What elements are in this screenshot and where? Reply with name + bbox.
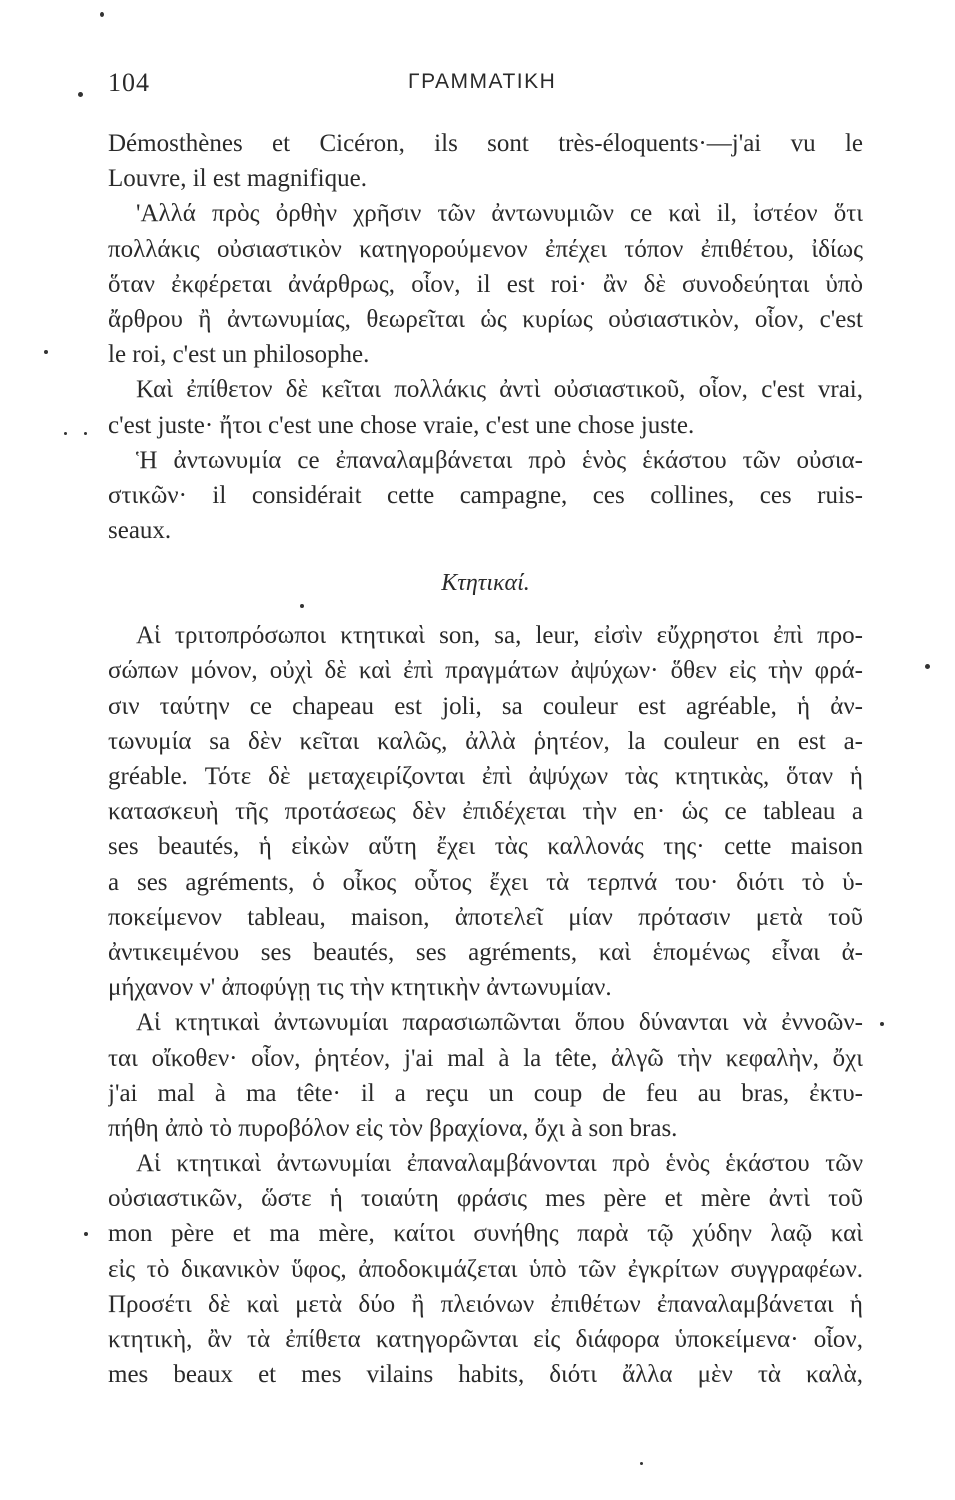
- paragraph: [108, 618, 863, 1005]
- scan-speck: [64, 432, 67, 435]
- text-line: j'ai mal à ma tête· il a reçu un coup de feu au bras, ἐκτυ-: [108, 1079, 863, 1107]
- text-line: κτητικὴ, ἂν τὰ ἐπίθετα κατηγορῶνται εἰς διάφορα ὑποκείμενα· οἷον,: [108, 1326, 863, 1353]
- running-title: ΓΡΑΜΜΑΤΙΚΗ: [408, 70, 557, 93]
- paragraph: [108, 126, 863, 196]
- page-number: 104: [108, 68, 150, 97]
- text-line: κατασκευὴ τῆς προτάσεως δὲν ἐπιδέχεται τὴν en· ὡς ce tableau a: [108, 798, 863, 826]
- text-line: ἀντικειμένου ses beautés, ses agréments, καὶ ἑπομένως εἶναι ἀ-: [108, 938, 863, 966]
- body-text: [108, 126, 863, 1392]
- text-line: Ἡ ἀντωνυμία ce ἐπαναλαμβάνεται πρὸ ἑνὸς ἑκάστου τῶν οὐσια-: [136, 446, 863, 474]
- text-line: σώπων μόνον, οὐχὶ δὲ καὶ ἐπὶ πραγμάτων ἀψύχων· ὅθεν εἰς τὴν φρά-: [108, 657, 863, 685]
- text-line: seaux.: [108, 517, 172, 545]
- scan-speck: [44, 350, 48, 354]
- text-line: Αἱ κτητικαὶ ἀντωνυμίαι παρασιωπῶνται ὅπου δύνανται νὰ ἐννοῶν-: [136, 1009, 863, 1037]
- text-line: ses beautés, ἡ εἰκὼν αὕτη ἔχει τὰς καλλονάς της· cette maison: [108, 833, 863, 861]
- scan-speck: [880, 1022, 884, 1026]
- text-line: πήθη ἀπὸ τὸ πυροβόλον εἰς τὸν βραχίονα, ὄχι à son bras.: [108, 1114, 678, 1142]
- text-line: Αἱ κτητικαὶ ἀντωνυμίαι ἐπαναλαμβάνονται πρὸ ἑνὸς ἑκάστου τῶν: [136, 1150, 863, 1178]
- page-header: [108, 68, 863, 104]
- paragraph: [108, 1005, 863, 1146]
- paragraph: [108, 196, 863, 372]
- text-line: Καὶ ἐπίθετον δὲ κεῖται πολλάκις ἀντὶ οὐσιαστικοῦ, οἷον, c'est vrai,: [136, 376, 863, 404]
- section-heading: Κτητικαί.: [441, 570, 530, 597]
- paragraph: [108, 1146, 863, 1392]
- text-line: σιν ταύτην ce chapeau est joli, sa couleur est agréable, ἡ ἀν-: [108, 692, 863, 720]
- text-line: Démosthènes et Cicéron, ils sont très-éloquents·—j'ai vu le: [108, 130, 863, 157]
- text-line: οὐσιαστικῶν, ὥστε ἡ τοιαύτη φράσις mes père et mère ἀντὶ τοῦ: [108, 1185, 863, 1213]
- scan-speck: [300, 604, 304, 608]
- text-line: Αἱ τριτοπρόσωποι κτητικαὶ son, sa, leur, εἰσὶν εὔχρηστοι ἐπὶ προ-: [136, 622, 863, 650]
- scan-speck: [78, 92, 83, 97]
- scan-speck: [640, 1462, 643, 1465]
- text-line: mes beaux et mes vilains habits, διότι ἄλλα μὲν τὰ καλὰ,: [108, 1361, 863, 1389]
- scan-speck: [84, 1232, 88, 1236]
- text-line: a ses agréments, ὁ οἶκος οὗτος ἔχει τὰ τερπνά του· διότι τὸ ὑ-: [108, 868, 863, 896]
- text-line: εἰς τὸ δικανικὸν ὕφος, ἀποδοκιμάζεται ὑπὸ τῶν ἐγκρίτων συγγραφέων.: [108, 1255, 863, 1283]
- text-line: Louvre, il est magnifique.: [108, 165, 367, 193]
- text-line: le roi, c'est un philosophe.: [108, 341, 370, 369]
- scan-speck: [925, 664, 930, 669]
- text-line: ται οἴκοθεν· οἷον, ῥητέον, j'ai mal à la tête, ἀλγῶ τὴν κεφαλὴν, ὄχι: [108, 1044, 863, 1072]
- text-line: mon père et ma mère, καίτοι συνήθης παρὰ τῷ χύδην λαῷ καὶ: [108, 1220, 863, 1248]
- text-line: μήχανον ν' ἀποφύγῃ τις τὴν κτητικὴν ἀντωνυμίαν.: [108, 974, 612, 1002]
- text-line: πολλάκις οὐσιαστικὸν κατηγορούμενον ἐπέχει τόπον ἐπιθέτου, ἰδίως: [108, 235, 863, 263]
- scan-speck: [84, 432, 87, 435]
- text-line: τωνυμία sa δὲν κεῖται καλῶς, ἀλλὰ ῥητέον, la couleur en est a-: [108, 727, 863, 755]
- text-line: ἄρθρου ἢ ἀντωνυμίας, θεωρεῖται ὡς κυρίως οὐσιαστικὸν, οἷον, c'est: [108, 305, 863, 333]
- paragraph: [108, 443, 863, 549]
- scan-speck: [100, 12, 104, 17]
- text-line: Προσέτι δὲ καὶ μετὰ δύο ἢ πλειόνων ἐπιθέτων ἐπαναλαμβάνεται ἡ: [108, 1290, 863, 1318]
- text-line: ὅταν ἐκφέρεται ἀνάρθρως, οἷον, il est roi· ἂν δὲ συνοδεύηται ὑπὸ: [108, 270, 863, 298]
- text-line: 'Αλλά πρὸς ὀρθὴν χρῆσιν τῶν ἀντωνυμιῶν ce καὶ il, ἰστέον ὅτι: [136, 200, 863, 228]
- text-line: στικῶν· il considérait cette campagne, ces collines, ces ruis-: [108, 481, 863, 509]
- text-line: c'est juste· ἤτοι c'est une chose vraie, c'est une chose juste.: [108, 411, 695, 439]
- paragraph: [108, 372, 863, 442]
- text-line: ποκείμενον tableau, maison, ἀποτελεῖ μίαν πρότασιν μετὰ τοῦ: [108, 903, 863, 931]
- text-line: gréable. Τότε δὲ μεταχειρίζονται ἐπὶ ἀψύχων τὰς κτητικὰς, ὅταν ἡ: [108, 763, 863, 790]
